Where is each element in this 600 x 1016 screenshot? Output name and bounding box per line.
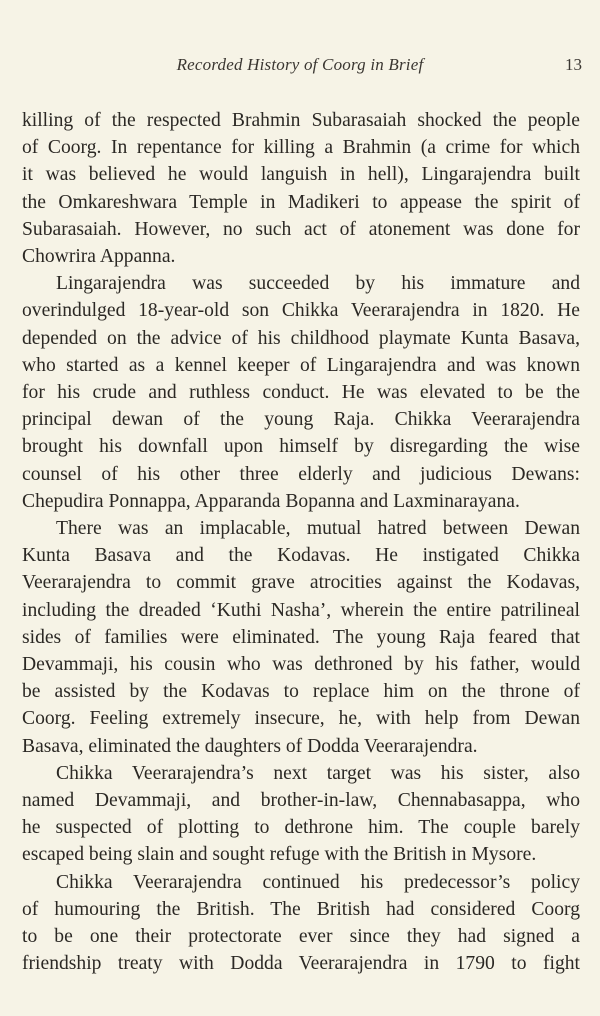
running-title: Recorded History of Coorg in Brief: [176, 55, 424, 74]
text-line: Chikka Veerarajendra continued his predecessor’s policy: [56, 871, 580, 893]
text-line: for his crude and ruthless conduct. He was elevated to be the: [22, 382, 580, 404]
text-line: Chikka Veerarajendra’s next target was his sister, also: [56, 762, 580, 784]
paragraph: [22, 107, 580, 270]
text-line: who started as a kennel keeper of Lingarajendra and was known: [22, 354, 580, 376]
text-line: he suspected of plotting to dethrone him. The couple barely: [22, 817, 580, 839]
page-header: [0, 52, 600, 80]
text-line: brought his downfall upon himself by disregarding the wise: [22, 436, 580, 458]
text-line: Kunta Basava and the Kodavas. He instigated Chikka: [22, 545, 580, 567]
text-line: Chepudira Ponnappa, Apparanda Bopanna and Laxminarayana.: [22, 490, 520, 512]
text-line: Lingarajendra was succeeded by his immature and: [56, 273, 580, 295]
text-line: principal dewan of the young Raja. Chikka Veerarajendra: [22, 409, 580, 431]
paragraph: [22, 760, 580, 869]
text-line: escaped being slain and sought refuge with the British in Mysore.: [22, 844, 537, 866]
text-line: friendship treaty with Dodda Veerarajendra in 1790 to fight: [22, 953, 580, 975]
paragraph: [22, 869, 580, 978]
paragraph: [22, 270, 580, 515]
text-line: Devammaji, his cousin who was dethroned by his father, would: [22, 654, 580, 676]
text-line: sides of families were eliminated. The young Raja feared that: [22, 626, 580, 648]
text-line: be assisted by the Kodavas to replace him on the throne of: [22, 681, 580, 703]
page-number: 13: [565, 55, 582, 74]
text-line: it was believed he would languish in hell), Lingarajendra built: [22, 164, 580, 186]
text-line: named Devammaji, and brother-in-law, Chennabasappa, who: [22, 790, 580, 812]
text-line: There was an implacable, mutual hatred between Dewan: [56, 518, 580, 540]
text-line: including the dreaded ‘Kuthi Nasha’, wherein the entire patrilineal: [22, 599, 580, 621]
text-line: Subarasaiah. However, no such act of atonement was done for: [22, 218, 580, 240]
text-line: Coorg. Feeling extremely insecure, he, with help from Dewan: [22, 708, 580, 730]
text-line: counsel of his other three elderly and judicious Dewans:: [22, 463, 580, 485]
text-line: of Coorg. In repentance for killing a Brahmin (a crime for which: [22, 137, 580, 159]
text-line: overindulged 18-year-old son Chikka Veerarajendra in 1820. He: [22, 300, 580, 322]
text-line: depended on the advice of his childhood playmate Kunta Basava,: [22, 327, 580, 349]
text-line: killing of the respected Brahmin Subarasaiah shocked the people: [22, 110, 580, 131]
text-line: the Omkareshwara Temple in Madikeri to appease the spirit of: [22, 191, 580, 213]
text-line: Veerarajendra to commit grave atrocities against the Kodavas,: [22, 572, 580, 594]
text-line: Chowrira Appanna.: [22, 246, 176, 268]
text-line: to be one their protectorate ever since they had signed a: [22, 926, 580, 948]
text-line: of humouring the British. The British had considered Coorg: [22, 898, 580, 920]
body-text: [22, 107, 580, 978]
text-line: Basava, eliminated the daughters of Dodda Veerarajendra.: [22, 735, 478, 757]
paragraph: [22, 515, 580, 760]
